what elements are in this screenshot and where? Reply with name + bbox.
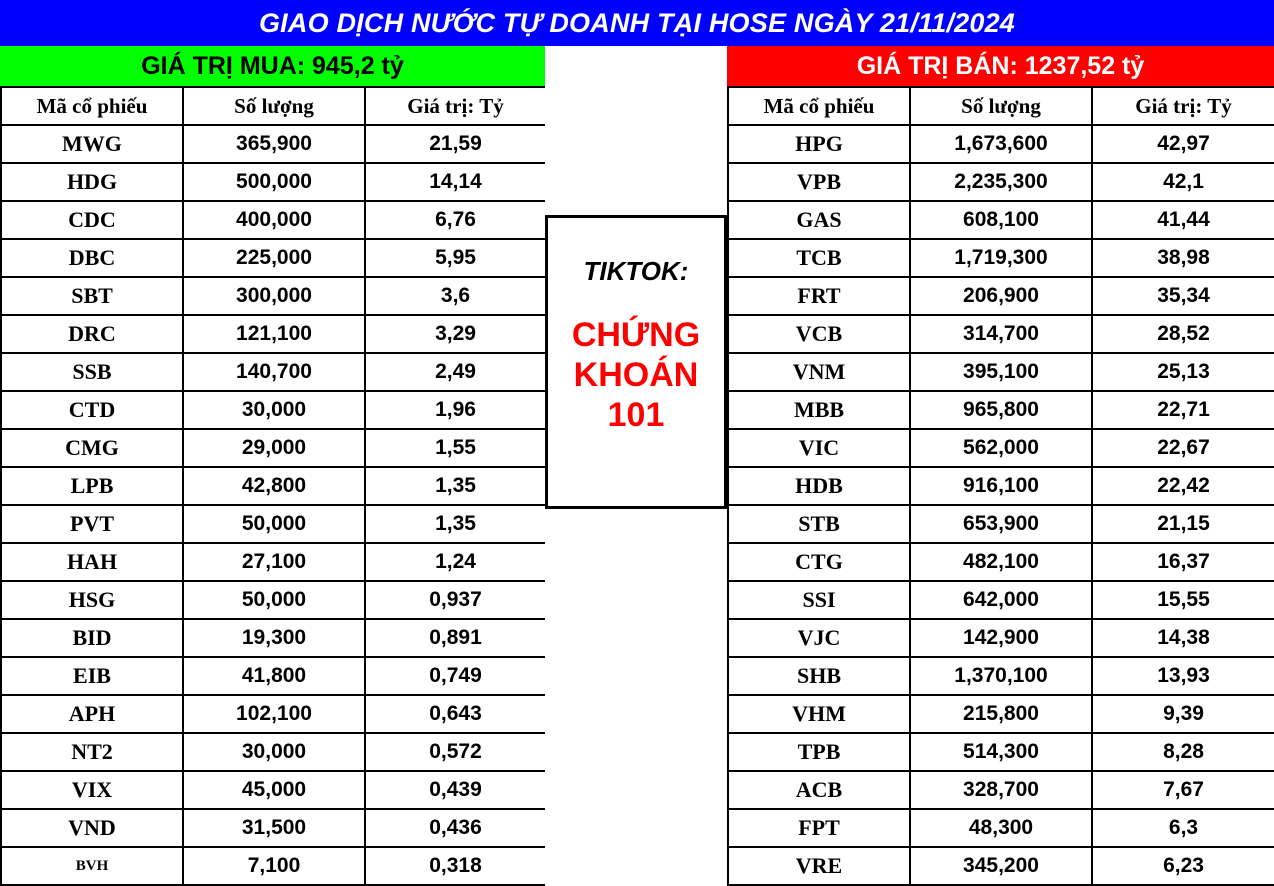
table-row — [728, 695, 1274, 733]
table-row — [1, 543, 546, 581]
sell-value: 25,13 — [1092, 353, 1274, 391]
center-panel — [545, 46, 727, 886]
buy-symbol: CTD — [1, 391, 183, 429]
buy-value: 2,49 — [365, 353, 546, 391]
sell-symbol: MBB — [728, 391, 910, 429]
table-row — [1, 505, 546, 543]
sell-total-band: GIÁ TRỊ BÁN: 1237,52 tỷ — [727, 46, 1274, 86]
buy-value: 21,59 — [365, 125, 546, 163]
sell-quantity: 482,100 — [910, 543, 1092, 581]
table-row — [728, 353, 1274, 391]
buy-symbol: PVT — [1, 505, 183, 543]
sell-value: 21,15 — [1092, 505, 1274, 543]
sell-symbol: FRT — [728, 277, 910, 315]
table-row — [728, 239, 1274, 277]
table-row — [1, 163, 546, 201]
sell-value: 22,42 — [1092, 467, 1274, 505]
buy-value: 0,439 — [365, 771, 546, 809]
brand-name — [572, 315, 700, 435]
table-row — [1, 657, 546, 695]
table-row — [728, 125, 1274, 163]
brand-line-2: KHOÁN — [573, 356, 699, 395]
buy-value: 0,749 — [365, 657, 546, 695]
table-row — [1, 429, 546, 467]
sell-symbol: VJC — [728, 619, 910, 657]
table-row — [728, 581, 1274, 619]
buy-value: 1,35 — [365, 505, 546, 543]
buy-quantity: 31,500 — [183, 809, 365, 847]
table-row — [1, 277, 546, 315]
sell-quantity: 215,800 — [910, 695, 1092, 733]
buy-symbol: VND — [1, 809, 183, 847]
buy-total-band: GIÁ TRỊ MUA: 945,2 tỷ — [0, 46, 545, 86]
buy-value: 1,24 — [365, 543, 546, 581]
buy-quantity: 225,000 — [183, 239, 365, 277]
buy-symbol: EIB — [1, 657, 183, 695]
sell-value: 9,39 — [1092, 695, 1274, 733]
buy-value: 5,95 — [365, 239, 546, 277]
table-row — [728, 505, 1274, 543]
table-row — [728, 201, 1274, 239]
sell-value: 38,98 — [1092, 239, 1274, 277]
buy-quantity: 29,000 — [183, 429, 365, 467]
sell-value: 13,93 — [1092, 657, 1274, 695]
column-header-value: Giá trị: Tỷ — [365, 87, 546, 125]
table-row — [1, 201, 546, 239]
sell-value: 42,1 — [1092, 163, 1274, 201]
buy-quantity: 30,000 — [183, 391, 365, 429]
table-row — [1, 809, 546, 847]
buy-table-header-row — [1, 87, 546, 125]
sell-quantity: 642,000 — [910, 581, 1092, 619]
table-row — [728, 847, 1274, 885]
sell-symbol: GAS — [728, 201, 910, 239]
buy-value: 6,76 — [365, 201, 546, 239]
sell-quantity: 314,700 — [910, 315, 1092, 353]
buy-symbol: BVH — [1, 847, 183, 885]
table-row — [1, 695, 546, 733]
column-header-quantity: Số lượng — [910, 87, 1092, 125]
table-row — [728, 163, 1274, 201]
buy-symbol: CDC — [1, 201, 183, 239]
sell-symbol: CTG — [728, 543, 910, 581]
column-header-symbol: Mã cổ phiếu — [728, 87, 910, 125]
sell-symbol: SHB — [728, 657, 910, 695]
sell-symbol: VPB — [728, 163, 910, 201]
buy-quantity: 500,000 — [183, 163, 365, 201]
buy-quantity: 42,800 — [183, 467, 365, 505]
brand-line-1: CHỨNG — [571, 316, 701, 354]
buy-quantity: 27,100 — [183, 543, 365, 581]
buy-symbol: MWG — [1, 125, 183, 163]
sell-value: 28,52 — [1092, 315, 1274, 353]
sell-quantity: 514,300 — [910, 733, 1092, 771]
buy-quantity: 50,000 — [183, 581, 365, 619]
table-row — [728, 657, 1274, 695]
sell-symbol: VIC — [728, 429, 910, 467]
buy-quantity: 7,100 — [183, 847, 365, 885]
buy-quantity: 102,100 — [183, 695, 365, 733]
buy-value: 3,6 — [365, 277, 546, 315]
sell-value: 16,37 — [1092, 543, 1274, 581]
sell-value: 6,3 — [1092, 809, 1274, 847]
buy-table — [0, 86, 547, 886]
buy-value: 0,643 — [365, 695, 546, 733]
sell-value: 42,97 — [1092, 125, 1274, 163]
sell-quantity: 562,000 — [910, 429, 1092, 467]
sell-value: 22,71 — [1092, 391, 1274, 429]
buy-value: 0,937 — [365, 581, 546, 619]
sell-quantity: 1,719,300 — [910, 239, 1092, 277]
sell-symbol: STB — [728, 505, 910, 543]
table-row — [728, 391, 1274, 429]
buy-symbol: DRC — [1, 315, 183, 353]
buy-quantity: 41,800 — [183, 657, 365, 695]
sell-symbol: TPB — [728, 733, 910, 771]
sell-quantity: 965,800 — [910, 391, 1092, 429]
buy-table-body — [1, 125, 546, 885]
table-row — [1, 847, 546, 885]
sell-value: 35,34 — [1092, 277, 1274, 315]
buy-symbol: DBC — [1, 239, 183, 277]
table-row — [728, 543, 1274, 581]
sell-quantity: 1,370,100 — [910, 657, 1092, 695]
buy-value: 1,55 — [365, 429, 546, 467]
sell-value: 6,23 — [1092, 847, 1274, 885]
sell-value: 22,67 — [1092, 429, 1274, 467]
buy-quantity: 140,700 — [183, 353, 365, 391]
sell-symbol: VNM — [728, 353, 910, 391]
sell-quantity: 395,100 — [910, 353, 1092, 391]
table-row — [1, 619, 546, 657]
table-row — [1, 391, 546, 429]
sell-symbol: VCB — [728, 315, 910, 353]
table-row — [1, 581, 546, 619]
buy-symbol: CMG — [1, 429, 183, 467]
buy-value: 0,891 — [365, 619, 546, 657]
buy-symbol: HDG — [1, 163, 183, 201]
table-row — [728, 619, 1274, 657]
buy-quantity: 400,000 — [183, 201, 365, 239]
sell-quantity: 206,900 — [910, 277, 1092, 315]
sell-value: 15,55 — [1092, 581, 1274, 619]
sell-quantity: 2,235,300 — [910, 163, 1092, 201]
sell-symbol: HPG — [728, 125, 910, 163]
column-header-value: Giá trị: Tỷ — [1092, 87, 1274, 125]
table-row — [1, 315, 546, 353]
sell-value: 41,44 — [1092, 201, 1274, 239]
buy-quantity: 45,000 — [183, 771, 365, 809]
buy-symbol: NT2 — [1, 733, 183, 771]
table-row — [728, 315, 1274, 353]
sell-symbol: VRE — [728, 847, 910, 885]
table-row — [1, 353, 546, 391]
table-row — [728, 277, 1274, 315]
sell-quantity: 328,700 — [910, 771, 1092, 809]
sell-symbol: TCB — [728, 239, 910, 277]
buy-value: 1,35 — [365, 467, 546, 505]
table-row — [728, 809, 1274, 847]
sell-quantity: 142,900 — [910, 619, 1092, 657]
table-row — [1, 239, 546, 277]
buy-quantity: 365,900 — [183, 125, 365, 163]
sell-value: 8,28 — [1092, 733, 1274, 771]
buy-symbol: BID — [1, 619, 183, 657]
buy-quantity: 30,000 — [183, 733, 365, 771]
buy-value: 0,572 — [365, 733, 546, 771]
buy-value: 14,14 — [365, 163, 546, 201]
table-row — [1, 125, 546, 163]
sell-quantity: 345,200 — [910, 847, 1092, 885]
sell-symbol: SSI — [728, 581, 910, 619]
buy-value: 0,436 — [365, 809, 546, 847]
buy-symbol: APH — [1, 695, 183, 733]
tiktok-branding-box — [545, 215, 727, 509]
table-row — [728, 467, 1274, 505]
column-header-symbol: Mã cổ phiếu — [1, 87, 183, 125]
sell-quantity: 653,900 — [910, 505, 1092, 543]
sell-symbol: FPT — [728, 809, 910, 847]
buy-symbol: HAH — [1, 543, 183, 581]
table-row — [1, 733, 546, 771]
buy-quantity: 19,300 — [183, 619, 365, 657]
table-row — [728, 733, 1274, 771]
buy-quantity: 121,100 — [183, 315, 365, 353]
sell-quantity: 916,100 — [910, 467, 1092, 505]
buy-symbol: HSG — [1, 581, 183, 619]
sell-table-header-row — [728, 87, 1274, 125]
buy-symbol: SSB — [1, 353, 183, 391]
page-title: GIAO DỊCH NƯỚC TỰ DOANH TẠI HOSE NGÀY 21/11/2024 — [0, 0, 1274, 46]
sell-quantity: 608,100 — [910, 201, 1092, 239]
buy-symbol: SBT — [1, 277, 183, 315]
buy-value: 3,29 — [365, 315, 546, 353]
sell-symbol: HDB — [728, 467, 910, 505]
tiktok-label: TIKTOK: — [583, 256, 689, 286]
table-row — [728, 771, 1274, 809]
sell-quantity: 1,673,600 — [910, 125, 1092, 163]
sell-table — [727, 86, 1274, 886]
sell-quantity: 48,300 — [910, 809, 1092, 847]
sell-symbol: ACB — [728, 771, 910, 809]
sell-table-body — [728, 125, 1274, 885]
sell-value: 14,38 — [1092, 619, 1274, 657]
buy-symbol: VIX — [1, 771, 183, 809]
buy-quantity: 50,000 — [183, 505, 365, 543]
buy-value: 0,318 — [365, 847, 546, 885]
table-row — [728, 429, 1274, 467]
buy-symbol: LPB — [1, 467, 183, 505]
table-row — [1, 771, 546, 809]
sell-value: 7,67 — [1092, 771, 1274, 809]
buy-value: 1,96 — [365, 391, 546, 429]
table-row — [1, 467, 546, 505]
brand-line-3: 101 — [607, 396, 665, 435]
buy-quantity: 300,000 — [183, 277, 365, 315]
sell-symbol: VHM — [728, 695, 910, 733]
column-header-quantity: Số lượng — [183, 87, 365, 125]
